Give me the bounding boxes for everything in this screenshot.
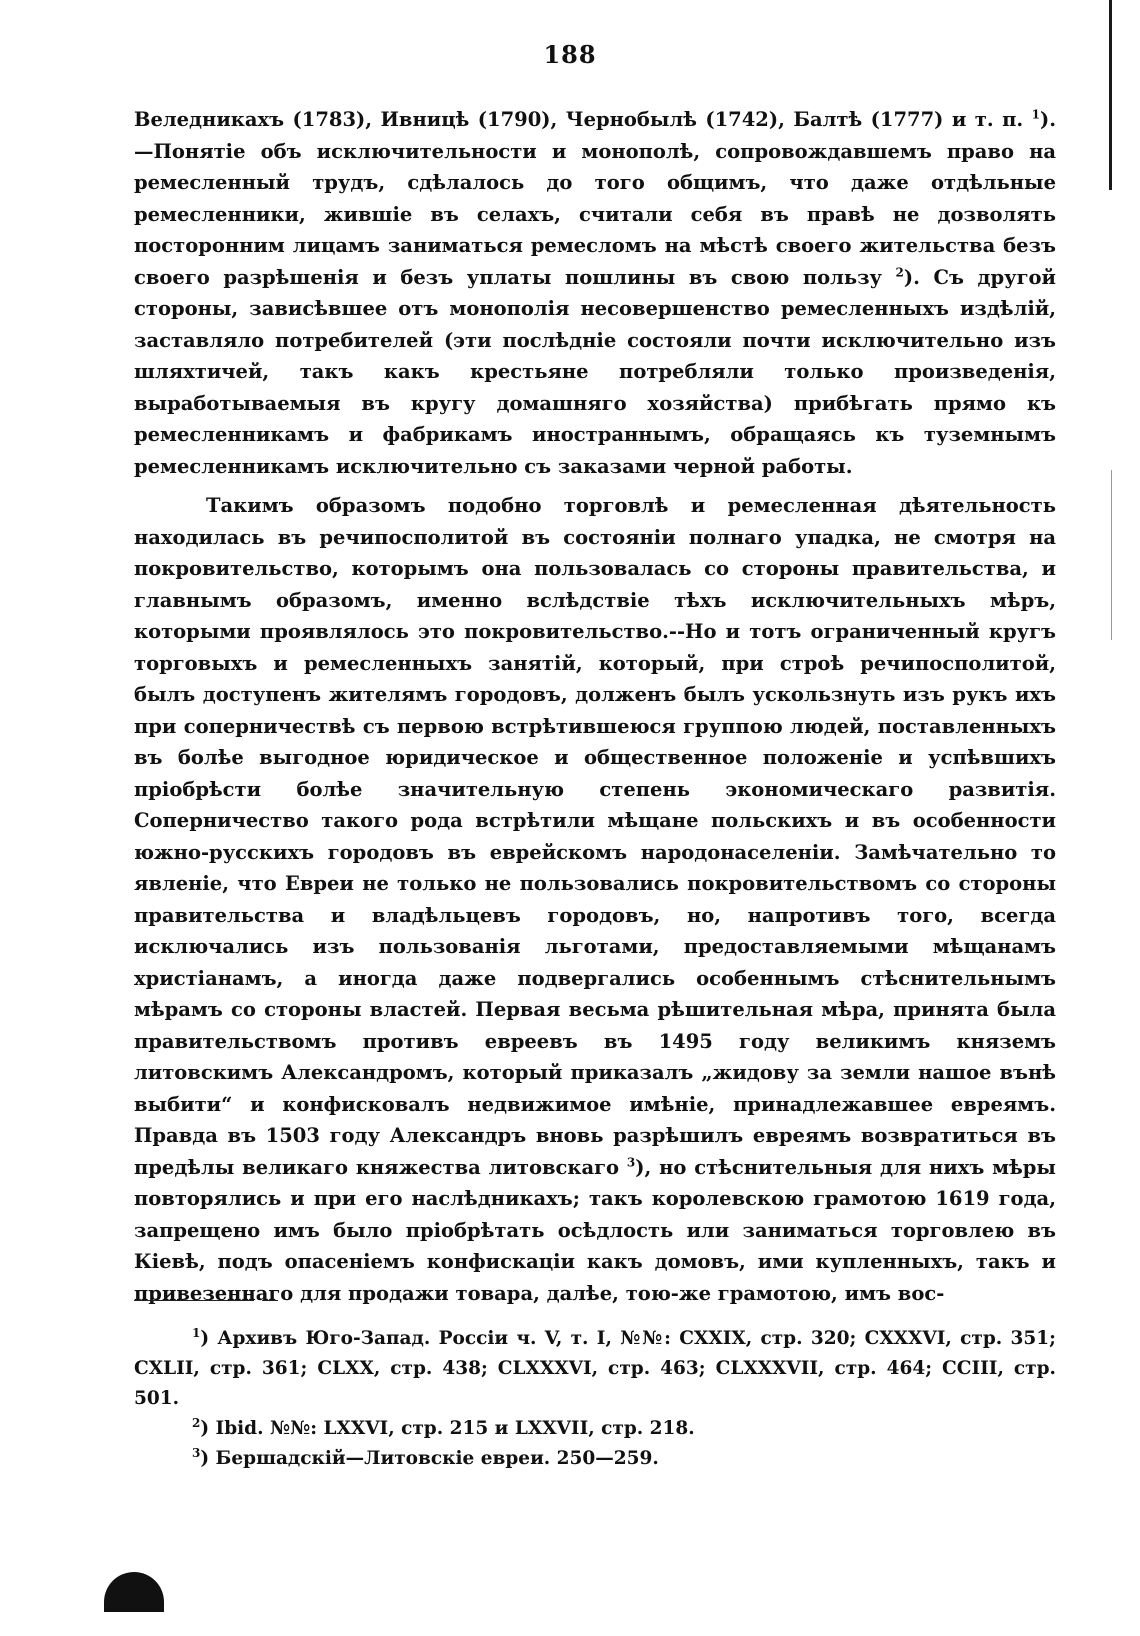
- footnotes: [134, 1324, 1056, 1474]
- scan-edge-mark: [1109, 0, 1112, 190]
- paragraph-2-part-2: ), но стѣснительныя для нихъ мѣры повторялись и при его наслѣдникахъ; такъ королевскою грамотою 1619 года, запрещено имъ было пріобрѣтать осѣдлость или заниматься торговлею въ Кіевѣ, подъ опасеніемъ конфискаціи какъ домовъ, ими купленныхъ, такъ и привезеннаго для продажи товара, далѣе, тою-же грамотою, имъ вос-: [134, 1155, 1056, 1305]
- footnote-mark: 3: [192, 1445, 201, 1460]
- footnote-divider: [134, 1300, 254, 1301]
- main-text: [134, 104, 1056, 1309]
- paragraph-1-part-3: ). Съ другой стороны, зависѣвшее отъ монополія несовершенство ремесленныхъ издѣлій, заставляло потребителей (эти послѣдніе состояли почти исключительно изъ шляхтичей, такъ какъ крестьяне потребляли только произведенія, выработываемыя въ кругу домашняго хозяйства) прибѣгать прямо къ ремесленникамъ и фабрикамъ иностраннымъ, обращаясь къ туземнымъ ремесленникамъ исключительно съ заказами черной работы.: [134, 265, 1056, 478]
- scan-artifact: [104, 1572, 164, 1612]
- footnote-ref-1: 1: [1031, 107, 1040, 122]
- paragraph-1-part-1: Веледникахъ (1783), Ивницѣ (1790), Чернобылѣ (1742), Балтѣ (1777) и т. п.: [134, 108, 1032, 131]
- footnote-2: [134, 1414, 1056, 1444]
- footnote-mark: 2: [192, 1415, 201, 1430]
- paragraph-2-part-1: Такимъ образомъ подобно торговлѣ и ремесленная дѣятельность находилась въ речипосполитой въ состояніи полнаго упадка, не смотря на покровительство, которымъ она пользовалась со стороны правительства, и главнымъ образомъ, именно вслѣдствіе тѣхъ исключительныхъ мѣръ, которыми проявлялось это покровительство.--Но и тотъ ограниченный кругъ торговыхъ и ремесленныхъ занятій, который, при строѣ речипосполитой, былъ доступенъ жителямъ городовъ, долженъ былъ ускользнуть изъ рукъ ихъ при соперничествѣ съ первою встрѣтившеюся группою людей, поставленныхъ въ болѣе выгодное юридическое и общественное положеніе и успѣвшихъ пріобрѣсти болѣе значительную степень экономическаго развитія. Соперничество такого рода встрѣтили мѣщане польскихъ и въ особенности южно-русскихъ городовъ въ еврейскомъ народонаселеніи. Замѣчательно то явленіе, что Евреи не только не пользовались покровительствомъ со стороны правительства и владѣльцевъ городовъ, но, напротивъ того, всегда исключались изъ пользованія льготами, предоставляемыми мѣщанамъ христіанамъ, а иногда даже подвергались особеннымъ стѣснительнымъ мѣрамъ со стороны властей. Первая весьма рѣшительная мѣра, принята была правительствомъ противъ евреевъ въ 1495 году великимъ княземъ литовскимъ Александромъ, который приказалъ „жидову за земли нашое вънѣ выбити“ и конфисковалъ недвижимое имѣніе, принадлежавшее евреямъ. Правда въ 1503 году Александръ вновь разрѣшилъ евреямъ возвратиться въ предѣлы великаго княжества литовскаго: [134, 494, 1056, 1179]
- footnote-1: [134, 1324, 1056, 1414]
- footnote-text: ) Ibid. №№: LXXVI, стр. 215 и LXXVII, стр. 218.: [200, 1418, 695, 1439]
- scan-edge-mark-faint: [1111, 470, 1112, 640]
- footnote-divider-tail: [262, 1300, 278, 1301]
- paragraph-1: [134, 104, 1056, 482]
- page-number: 188: [543, 40, 597, 69]
- footnote-ref-3: 3: [626, 1155, 636, 1169]
- footnote-ref-2: 2: [895, 265, 904, 279]
- footnote-text: ) Архивъ Юго-Запад. Россіи ч. V, т. I, №№: CXXIX, стр. 320; CXXXVI, стр. 351; CXLII, стр. 361; CLXX, стр. 438; CLXXXVI, стр. 463; CLXXXVII, стр. 464; CCIII, стр. 501.: [134, 1328, 1056, 1409]
- footnote-text: ) Бершадскій—Литовскіе евреи. 250—259.: [200, 1448, 659, 1469]
- paragraph-2: [134, 490, 1056, 1309]
- paragraph-1-part-2: ).—Понятіе объ исключительности и монополѣ, сопровождавшемъ право на ремесленный трудъ, сдѣлалось до того общимъ, что даже отдѣльные ремесленники, жившіе въ селахъ, считали себя въ правѣ не дозволять посторонним лицамъ заниматься ремесломъ на мѣстѣ своего жительства безъ своего разрѣшенія и безъ уплаты пошлины въ свою пользу: [134, 108, 1056, 289]
- footnote-mark: 1: [192, 1325, 201, 1340]
- footnote-3: [134, 1444, 1056, 1474]
